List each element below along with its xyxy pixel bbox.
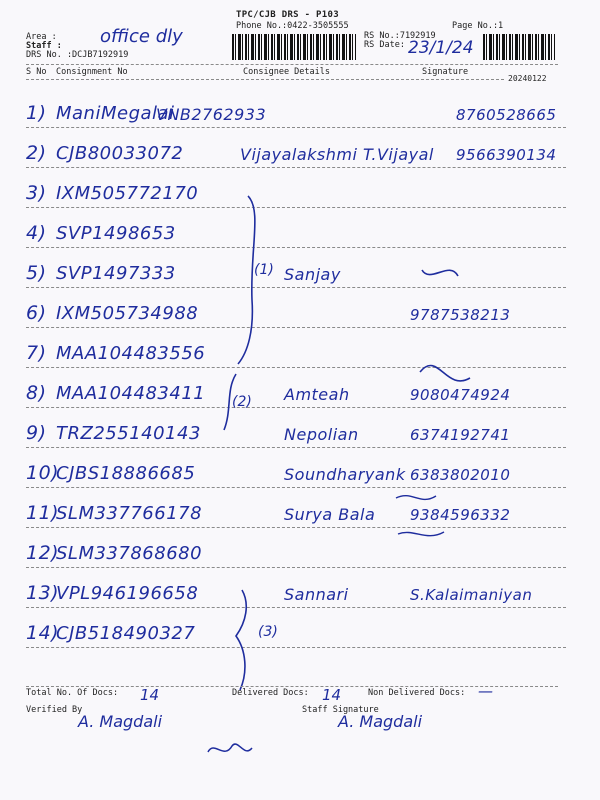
row-consignee: Sannari [284,585,349,604]
row-sno: 12) [26,542,60,564]
row-consignment: ManiMegalai [56,103,175,124]
row-signature: 6383802010 [410,466,511,484]
area-handwritten: office dly [100,26,183,47]
group-mark-2: (2) [232,394,252,410]
verified-by-label: Verified By [26,705,83,715]
row-consignee: VNB2762933 [156,105,267,124]
row-sno: 3) [26,182,47,204]
row-signature: 9384596332 [410,506,511,524]
row-consignee: Sanjay [284,265,341,284]
sheet-title: TPC/CJB DRS - P103 [236,10,339,20]
staff-signature: A. Magdali [338,712,423,731]
staff-signature-label: Staff Signature [302,705,379,715]
drs-number: DRS No. :DCJB7192919 [26,50,129,60]
group-mark-1: (1) [254,262,274,278]
row-sno: 11) [26,502,60,524]
phone-number: Phone No.:0422-3505555 [236,21,349,31]
row-consignee: Vijayalakshmi T.Vijayal [240,145,434,164]
col-signature: Signature [422,67,469,77]
total-docs-value: 14 [140,686,160,704]
row-sno: 7) [26,342,47,364]
row-sno: 8) [26,382,47,404]
row-consignment: IXM505772170 [56,183,199,204]
row-signature: 9566390134 [456,146,557,164]
non-delivered-label: Non Delivered Docs: [368,688,466,698]
page-number: Page No.:1 [452,21,504,31]
delivered-value: 14 [322,686,342,704]
row-consignment: SLM337766178 [56,503,203,524]
rs-date-label: RS Date: [364,40,405,50]
col-consignee: Consignee Details [243,67,330,77]
row-sno: 2) [26,142,47,164]
row-consignment: CJB80033072 [56,143,184,164]
group-mark-3: (3) [258,624,278,640]
row-sno: 1) [26,102,47,124]
row-consignee: Amteah [284,385,350,404]
row-consignment: MAA104483411 [56,383,206,404]
verified-signature: A. Magdali [78,712,163,731]
row-consignment: VPL946196658 [56,583,199,604]
row-consignee: Soundharyank [284,465,406,484]
delivered-label: Delivered Docs: [232,688,309,698]
row-sno: 13) [26,582,60,604]
area-label: Area : [26,32,57,42]
doc-date: 20240122 [508,74,547,83]
row-signature: 9080474924 [410,386,511,404]
row-consignment: CJB518490327 [56,623,196,644]
row-consignment: MAA104483556 [56,343,206,364]
row-signature: 6374192741 [410,426,511,444]
col-sno: S No [26,67,47,77]
row-consignment: CJBS18886685 [56,463,196,484]
rs-date-handwritten: 23/1/24 [408,38,474,58]
row-consignment: TRZ255140143 [56,423,201,444]
total-docs-label: Total No. Of Docs: [26,688,119,698]
row-consignment: IXM505734988 [56,303,199,324]
row-sno: 10) [26,462,60,484]
row-signature: 9787538213 [410,306,511,324]
col-consignment: Consignment No [56,67,128,77]
row-sno: 6) [26,302,47,324]
row-consignment: SVP1497333 [56,263,176,284]
row-signature: S.Kalaimaniyan [410,586,533,604]
row-sno: 14) [26,622,60,644]
row-consignee: Nepolian [284,425,359,444]
rs-number: RS No.:7192919 [364,31,436,41]
row-sno: 5) [26,262,47,284]
staff-label: Staff : [26,41,62,51]
row-consignee: Surya Bala [284,505,376,524]
row-sno: 9) [26,422,47,444]
row-consignment: SLM337868680 [56,543,203,564]
row-consignment: SVP1498653 [56,223,176,244]
row-signature: 8760528665 [456,106,557,124]
non-delivered-value: — [478,682,493,700]
row-sno: 4) [26,222,47,244]
